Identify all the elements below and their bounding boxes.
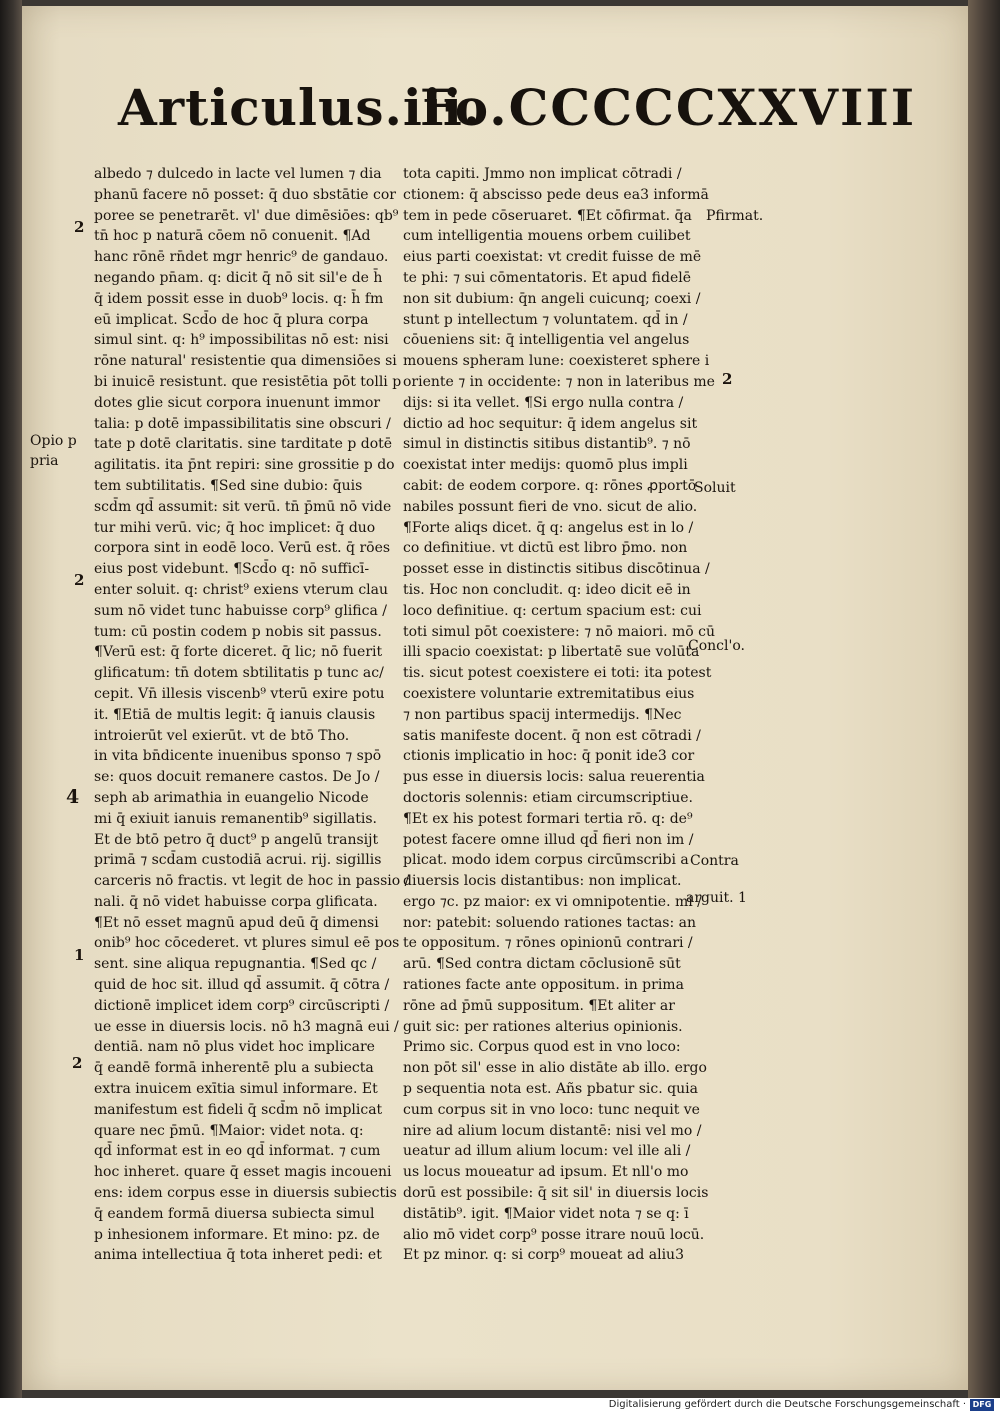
text-line: ¶Et ex his potest formari tertia rō. q: de⁹ <box>403 810 693 827</box>
text-line: ctionis implicatio in hoc: q̄ ponit ide3 cor <box>403 748 695 765</box>
text-line: p inhesionem informare. Et mino: pz. de <box>94 1226 380 1243</box>
text-line: dijs: si ita vellet. ¶Si ergo nulla contra / <box>403 394 684 411</box>
text-line: eius parti coexistat: vt credit fuisse de mē <box>403 249 702 266</box>
funding-credit: Digitalisierung gefördert durch die Deutsche Forschungsgemeinschaft · <box>608 1399 966 1410</box>
text-line: eius post videbunt. ¶Scd̄o q: nō sufficī- <box>94 561 370 578</box>
text-line: extra inuicem exītia simul informare. Et <box>94 1081 378 1098</box>
text-line: coexistat inter medijs: quomō plus impli <box>403 457 688 474</box>
text-line: diuersis locis distantibus: non implicat. <box>403 873 682 890</box>
text-line: coexistere voluntarie extremitatibus eius <box>403 685 695 702</box>
text-line: simul in distinctis sitibus distantib⁹. ⁊ nō <box>403 436 691 453</box>
text-line: quare nec p̄mū. ¶Maior: videt nota. q: <box>94 1122 364 1139</box>
text-line: cum intelligentia mouens orbem cuilibet <box>403 228 691 245</box>
text-line: agilitatis. ita p̄nt repiri: sine grossitie p do <box>94 457 395 474</box>
text-line: Et de btō petro q̄ duct⁹ p angelū transijt <box>94 831 379 848</box>
text-line: rōne ad p̄mū suppositum. ¶Et aliter ar <box>403 997 675 1014</box>
text-line: doctoris solennis: etiam circumscriptiue. <box>403 789 693 806</box>
text-line: posset esse in distinctis sitibus discōtinua / <box>403 561 710 578</box>
text-line: bi inuicē resistunt. que resistētia pōt tolli p <box>94 373 402 390</box>
margin-note-right: Concl'o. <box>688 638 745 654</box>
text-column-left <box>94 164 410 1266</box>
text-line: p sequentia nota est. Añs pbatur sic. quia <box>403 1081 698 1098</box>
text-line: nabiles possunt fieri de vno. sicut de alio. <box>403 498 698 515</box>
text-line: nire ad alium locum distantē: nisi vel mo / <box>403 1122 702 1139</box>
text-line: it. ¶Etiā de multis legit: q̄ ianuis clausis <box>94 706 376 723</box>
text-line: hanc rōnē rn̄det mgr henric⁹ de gandauo. <box>94 249 389 266</box>
text-line: ueatur ad illum alium locum: vel ille ali / <box>403 1143 691 1160</box>
text-line: ¶Et nō esset magnū apud deū q̄ dimensi <box>94 914 379 931</box>
text-line: tem subtilitatis. ¶Sed sine dubio: q̄uis <box>94 477 363 494</box>
text-line: mouens spheram lune: coexisteret sphere i <box>403 353 710 370</box>
text-line: introierūt vel exierūt. vt de btō Tho. <box>94 727 350 744</box>
text-line: se: quos docuit remanere castos. De Jo / <box>94 769 380 786</box>
text-line: dentiā. nam nō plus videt hoc implicare <box>94 1039 375 1056</box>
text-line: seph ab arimathia in euangelio Nicode <box>94 789 369 806</box>
text-line: Et pz minor. q: si corp⁹ moueat ad aliu3 <box>403 1247 684 1264</box>
text-line: in vita bn̄dicente inuenibus sponso ⁊ spō <box>94 748 382 765</box>
margin-note-right: Contra <box>690 853 739 869</box>
text-line: corpora sint in eodē loco. Verū est. q̄ rōes <box>94 540 391 557</box>
text-line: dorū est possibile: q̄ sit sil' in diuersis locis <box>403 1185 709 1202</box>
margin-note-left: Opio p <box>30 433 77 449</box>
text-line: cōueniens sit: q̄ intelligentia vel angelus <box>403 332 690 349</box>
text-line: sum nō videt tunc habuisse corp⁹ glifica / <box>94 602 388 619</box>
page-edge-right <box>968 0 1000 1398</box>
binding-edge <box>0 0 22 1398</box>
text-line: tem in pede cōseruaret. ¶Et cōfirmat. q̄a <box>403 207 692 224</box>
folio-number: Fo.CCCCCXXVIII <box>420 78 917 137</box>
text-line: poree se penetrarēt. vl' due dimēsiōes: qb⁹ <box>94 207 399 224</box>
text-line: us locus moueatur ad ipsum. Et nll'o mo <box>403 1164 689 1181</box>
margin-note-left: 4 <box>66 786 80 808</box>
text-line: carceris nō fractis. vt legit de hoc in passio / <box>94 873 410 890</box>
text-line: dotes glie sicut corpora inuenunt immor <box>94 394 381 411</box>
text-line: nali. q̄ nō videt habuisse corpa glificata. <box>94 893 378 910</box>
text-line: anima intellectiua q̄ tota inheret pedi: et <box>94 1247 382 1264</box>
text-line: tis. sicut potest coexistere ei toti: ita potest <box>403 665 712 682</box>
text-line: rationes facte ante oppositum. in prima <box>403 977 684 994</box>
margin-note-left: 2 <box>74 218 85 236</box>
text-line: phanū facere nō posset: q̄ duo sbstātie cor <box>94 186 396 203</box>
text-line: negando pn̄am. q: dicit q̄ nō sit sil'e de h̄ <box>94 269 383 286</box>
text-line: ue esse in diuersis locis. nō h3 magnā eui / <box>94 1018 399 1035</box>
text-line: non pōt sil' esse in alio distāte ab illo. ergo <box>403 1060 707 1077</box>
text-line: q̄ eandē formā inherentē plu a subiecta <box>94 1060 374 1077</box>
text-line: q̄ eandem formā diuersa subiecta simul <box>94 1205 375 1222</box>
text-line: qd̄ informat est in eo qd̄ informat. ⁊ cum <box>94 1143 381 1160</box>
text-line: ¶Forte aliqs dicet. q̄ q: angelus est in lo / <box>403 519 694 536</box>
text-line: illi spacio coexistat: p libertatē sue volūta <box>403 644 700 661</box>
text-line: tn̄ hoc p naturā cōem nō conuenit. ¶Ad <box>94 228 371 245</box>
text-line: scd̄m qd̄ assumit: sit verū. tn̄ p̄mū nō vide <box>94 498 392 515</box>
text-line: tum: cū postin codem p nobis sit passus. <box>94 623 382 640</box>
text-line: te oppositum. ⁊ rōnes opinionū contrari / <box>403 935 693 952</box>
text-line: tur mihi verū. vic; q̄ hoc implicet: q̄ duo <box>94 519 376 536</box>
text-line: ens: idem corpus esse in diuersis subiectis <box>94 1185 397 1202</box>
text-line: rōne natural' resistentie qua dimensiōes si <box>94 353 397 370</box>
text-line: plicat. modo idem corpus circūmscribi a <box>403 852 689 869</box>
margin-note-left: 2 <box>74 571 85 589</box>
margin-note-right: arguit. 1 <box>686 890 747 906</box>
text-line: sent. sine aliqua repugnantia. ¶Sed qc / <box>94 956 377 973</box>
text-line: distātib⁹. igit. ¶Maior videt nota ⁊ se q: ī <box>403 1205 689 1222</box>
text-line: tota capiti. Jmmo non implicat cōtradi / <box>403 166 682 182</box>
text-line: primā ⁊ scd̄am custodiā acrui. rij. sigillis <box>94 852 382 869</box>
text-line: q̄ idem possit esse in duob⁹ locis. q: h̄ fm <box>94 290 384 307</box>
text-line: te phi: ⁊ sui cōmentatoris. Et apud fidelē <box>403 269 692 286</box>
text-line: toti simul pōt coexistere: ⁊ nō maiori. mō cū <box>403 623 716 640</box>
text-line: nor: patebit: soluendo rationes tactas: an <box>403 914 697 931</box>
footer-bar <box>0 1398 1000 1412</box>
margin-note-left: 1 <box>74 946 85 964</box>
text-line: satis manifeste docent. q̄ non est cōtradi / <box>403 727 701 744</box>
text-line: quid de hoc sit. illud qd̄ assumit. q̄ cōtra / <box>94 977 390 994</box>
text-line: oriente ⁊ in occidente: ⁊ non in lateribus me <box>403 373 715 390</box>
text-line: dictionē implicet idem corp⁹ circūscripti / <box>94 997 390 1014</box>
margin-note-right: 2 <box>722 370 733 388</box>
text-line: eū implicat. Scd̄o de hoc q̄ plura corpa <box>94 311 369 328</box>
text-line: pus esse in diuersis locis: salua reuerentia <box>403 769 705 786</box>
dfg-logo: DFG <box>970 1399 994 1411</box>
text-line: hoc inheret. quare q̄ esset magis incoueni <box>94 1164 392 1181</box>
text-line: cabit: de eodem corpore. q: rōnes ꝓportō <box>403 477 697 494</box>
margin-note-right: Pfirmat. <box>706 208 764 224</box>
text-line: tis. Hoc non concludit. q: ideo dicit eē in <box>403 581 691 598</box>
text-line: arū. ¶Sed contra dictam cōclusionē sūt <box>403 956 681 973</box>
text-line: ⁊ non partibus spacij intermedijs. ¶Nec <box>403 706 682 723</box>
text-line: simul sint. q: h⁹ impossibilitas nō est: nisi <box>94 332 389 349</box>
running-head-title: Articulus.iii. <box>118 78 482 137</box>
text-line: non sit dubium: q̄n angeli cuicunq; coexi / <box>403 290 701 307</box>
text-line: ¶Verū est: q̄ forte diceret. q̄ lic; nō fuerit <box>94 644 383 661</box>
text-line: alio mō videt corp⁹ posse itrare nouū locū. <box>403 1226 705 1243</box>
text-line: glificatum: tn̄ dotem sbtilitatis p tunc ac/ <box>94 665 384 682</box>
text-line: ctionem: q̄ abscisso pede deus ea3 informā <box>403 186 709 203</box>
text-line: tate p dotē claritatis. sine tarditate p dotē <box>94 436 393 453</box>
text-line: dictio ad hoc sequitur: q̄ idem angelus sit <box>403 415 698 432</box>
text-line: talia: p dotē impassibilitatis sine obscuri / <box>94 415 391 432</box>
margin-note-left: pria <box>30 453 59 469</box>
text-line: stunt p intellectum ⁊ voluntatem. qd̄ in / <box>403 311 688 328</box>
text-line: Primo sic. Corpus quod est in vno loco: <box>403 1039 681 1056</box>
margin-note-left: 2 <box>72 1054 83 1072</box>
text-line: potest facere omne illud qd̄ fieri non im / <box>403 831 694 848</box>
text-line: onib⁹ hoc cōcederet. vt plures simul eē pos <box>94 935 400 952</box>
text-line: manifestum est fideli q̄ scd̄m nō implicat <box>94 1101 383 1118</box>
text-line: loco definitiue. q: certum spacium est: cui <box>403 602 702 619</box>
text-line: enter soluit. q: christ⁹ exiens vterum clau <box>94 581 389 598</box>
text-line: ergo ⁊c. pz maior: ex vi omnipotentie. mi / <box>403 893 702 910</box>
text-line: albedo ⁊ dulcedo in lacte vel lumen ⁊ dia <box>94 166 382 182</box>
text-line: cepit. Vn̄ illesis viscenb⁹ vterū exire potu <box>94 685 385 702</box>
text-line: cum corpus sit in vno loco: tunc nequit ve <box>403 1101 700 1118</box>
margin-note-right: Soluit <box>694 480 736 496</box>
text-line: mi q̄ exiuit ianuis remanentib⁹ sigillatis. <box>94 810 378 827</box>
text-line: guit sic: per rationes alterius opinionis. <box>403 1018 683 1035</box>
text-line: co definitiue. vt dictū est libro p̄mo. non <box>403 540 688 557</box>
